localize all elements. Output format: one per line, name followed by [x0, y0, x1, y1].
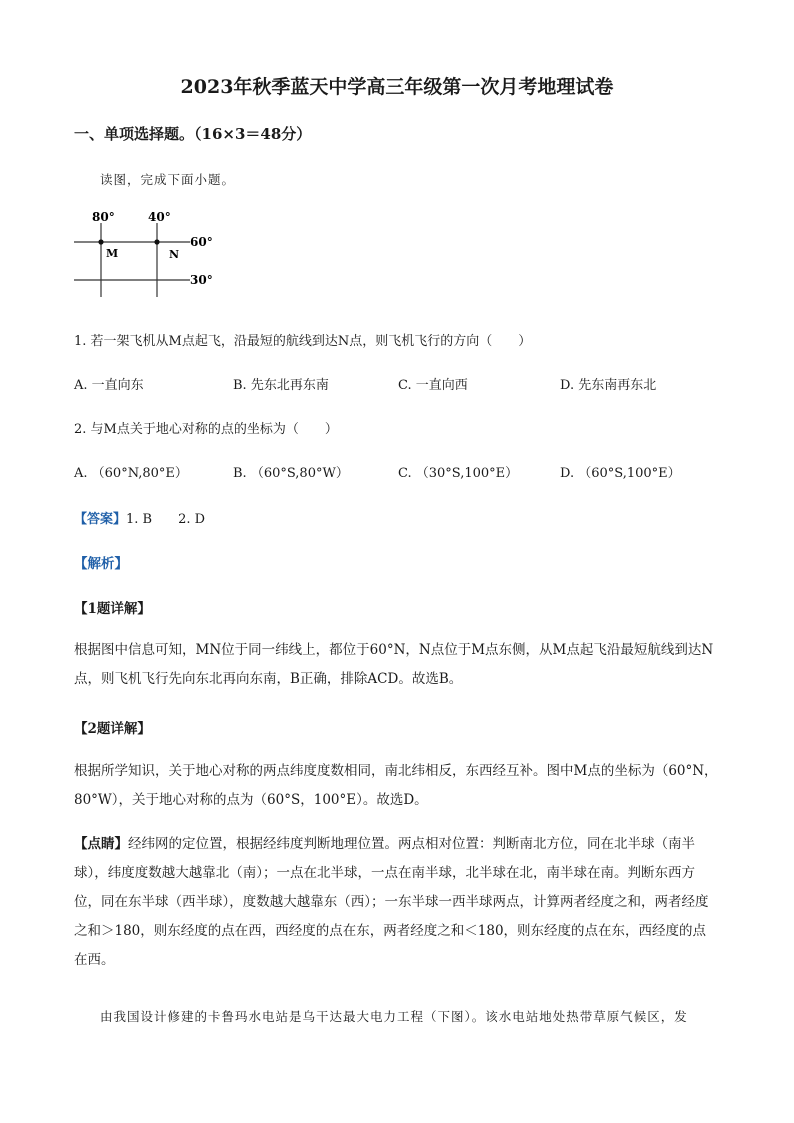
answer-label: 【答案】	[74, 512, 127, 527]
label-point-m: M	[106, 247, 119, 260]
point-m-dot	[98, 239, 103, 244]
q2-option-b[interactable]: B. （60°S,80°W）	[233, 466, 349, 481]
q1-option-c[interactable]: C. 一直向西	[398, 378, 468, 393]
answer-text: 1. B 2. D	[126, 512, 206, 527]
detail-1-heading: 【1题详解】	[74, 601, 151, 617]
q1-option-a[interactable]: A. 一直向东	[74, 378, 144, 393]
label-lon-80: 80°	[92, 210, 115, 224]
label-lat-30: 30°	[190, 273, 213, 287]
q1-option-b[interactable]: B. 先东北再东南	[233, 378, 329, 393]
tip-text: 经纬网的定位置，根据经纬度判断地理位置。两点相对位置：判断南北方位，同在北半球（南半球），纬度度数越大越靠北（南）；一点在北半球，一点在南半球，北半球在北，南半球在南。判断东西方位，同在东半球（西半球），度数越大越靠东（西）；一东半球一西半球两点，计算两者经度之和，两者经度之和＞180，则东经度的点在西，西经度的点在东，两者经度之和＜180，则东经度的点在东，西经度的点在西。	[74, 836, 709, 968]
exam-title: 2023年秋季蓝天中学高三年级第一次月考地理试卷	[180, 76, 614, 98]
q2-option-d[interactable]: D. （60°S,100°E）	[560, 466, 681, 481]
q1-option-d[interactable]: D. 先东南再东北	[560, 378, 657, 393]
question-1-stem: 1. 若一架飞机从M点起飞，沿最短的航线到达N点，则飞机飞行的方向（ ）	[74, 334, 532, 349]
analysis-label: 【解析】	[74, 556, 128, 572]
detail-2-text: 根据所学知识，关于地心对称的两点纬度度数相同，南北纬相反，东西经互补。图中M点的坐标为（60°N，80°W），关于地心对称的点为（60°S，100°E）。故选D。	[74, 763, 718, 808]
label-lat-60: 60°	[190, 235, 213, 249]
label-point-n: N	[169, 248, 180, 261]
point-n-dot	[154, 239, 159, 244]
detail-2-heading: 【2题详解】	[74, 721, 151, 737]
answer-line	[74, 508, 205, 527]
tip-paragraph	[74, 830, 719, 975]
question-2-stem: 2. 与M点关于地心对称的点的坐标为（ ）	[74, 422, 338, 437]
detail-1-text: 根据图中信息可知，MN位于同一纬线上，都位于60°N，N点位于M点东侧，从M点起飞沿最短航线到达N点，则飞机飞行先向东北再向东南，B正确，排除ACD。故选B。	[74, 642, 714, 687]
lat-lon-grid-figure	[70, 205, 230, 300]
label-lon-40: 40°	[148, 210, 171, 224]
next-question-intro: 由我国设计修建的卡鲁玛水电站是乌干达最大电力工程（下图）。该水电站地处热带草原气候区，发	[100, 1009, 688, 1024]
q2-option-a[interactable]: A. （60°N,80°E）	[74, 466, 188, 481]
tip-label: 【点睛】	[74, 836, 128, 852]
section-heading: 一、单项选择题。（16×3＝48分）	[74, 125, 312, 143]
reading-instruction: 读图，完成下面小题。	[100, 172, 236, 187]
q2-option-c[interactable]: C. （30°S,100°E）	[398, 466, 519, 481]
